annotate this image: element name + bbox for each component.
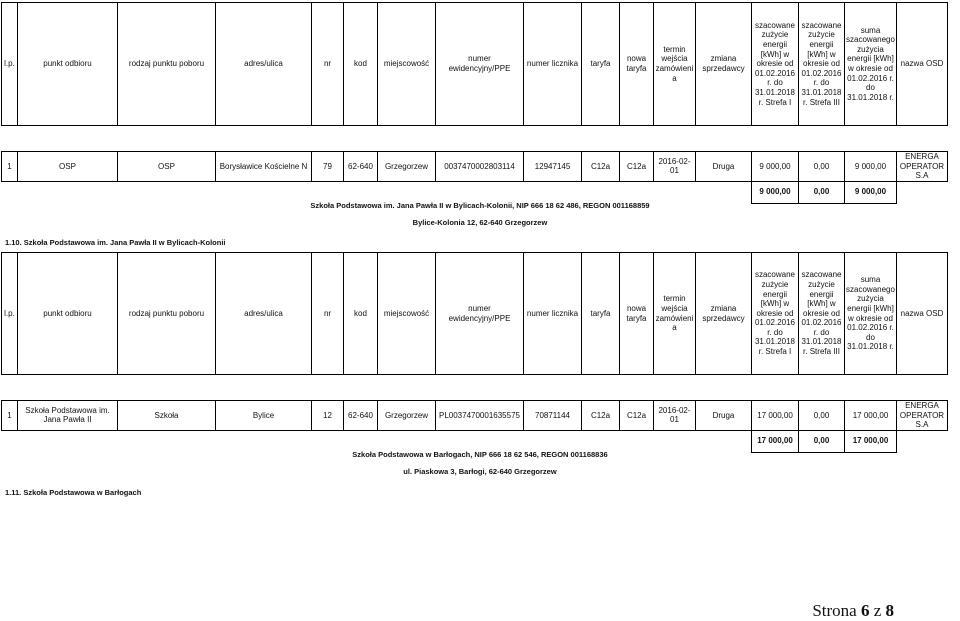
- page-prefix: Strona: [812, 601, 861, 620]
- table-row: [2, 401, 948, 431]
- table-cell: OSP: [18, 152, 118, 182]
- total-cell: 17 000,00: [845, 430, 897, 452]
- header-cell: numer ewidencyjny/PPE: [436, 253, 524, 375]
- table-1: [1, 2, 948, 204]
- page-total: 8: [885, 601, 894, 620]
- header-cell: numer licznika: [524, 253, 582, 375]
- table-cell: 17 000,00: [845, 401, 897, 431]
- total-cell: 9 000,00: [845, 181, 897, 203]
- table-cell: 2016-02-01: [654, 401, 696, 431]
- header-cell: miejscowość: [378, 253, 436, 375]
- page-number: [812, 601, 894, 621]
- table-cell: PL0037470001635575: [436, 401, 524, 431]
- school-address-line: Bylice-Kolonia 12, 62-640 Grzegorzew: [412, 218, 548, 227]
- header-cell: punkt odbioru: [18, 3, 118, 126]
- table-cell: 12: [312, 401, 344, 431]
- table-cell: 12947145: [524, 152, 582, 182]
- header-cell: rodzaj punktu poboru: [118, 3, 216, 126]
- header-cell: szacowane zużycie energii [kWh] w okresie od 01.02.2016 r. do 31.01.2018 r. Strefa III: [799, 3, 845, 126]
- section-heading: 1.11. Szkoła Podstawowa w Barłogach: [5, 488, 142, 497]
- table-cell: 1: [2, 152, 18, 182]
- table-cell: 0,00: [799, 401, 845, 431]
- header-cell: l.p.: [2, 3, 18, 126]
- table-cell: 62-640: [344, 401, 378, 431]
- header-cell: nr: [312, 3, 344, 126]
- table-row: [2, 152, 948, 182]
- school-name-line: Szkoła Podstawowa im. Jana Pawła II w Bylicach-Kolonii, NIP 666 18 62 486, REGON 001168859: [310, 201, 650, 210]
- header-cell: rodzaj punktu poboru: [118, 253, 216, 375]
- table-cell: Szkoła Podstawowa im. Jana Pawła II: [18, 401, 118, 431]
- table-cell: Druga: [696, 401, 752, 431]
- table-cell: Druga: [696, 152, 752, 182]
- table-header-row: [2, 253, 948, 375]
- totals-row: [2, 430, 948, 452]
- header-cell: numer licznika: [524, 3, 582, 126]
- table-cell: C12a: [582, 401, 620, 431]
- header-cell: termin wejścia zamówieni a: [654, 253, 696, 375]
- section-heading: 1.10. Szkoła Podstawowa im. Jana Pawła II w Bylicach-Kolonii: [5, 238, 226, 247]
- table-cell: 0037470002803114: [436, 152, 524, 182]
- table-cell: Grzegorzew: [378, 401, 436, 431]
- header-cell: kod: [344, 253, 378, 375]
- total-cell: 9 000,00: [752, 181, 799, 203]
- table-cell: ENERGA OPERATOR S.A: [897, 401, 948, 431]
- table-cell: 2016-02-01: [654, 152, 696, 182]
- header-cell: termin wejścia zamówieni a: [654, 3, 696, 126]
- header-cell: zmiana sprzedawcy: [696, 253, 752, 375]
- school-address-line: ul. Piaskowa 3, Barłogi, 62-640 Grzegorzew: [403, 467, 557, 476]
- table-cell: 79: [312, 152, 344, 182]
- header-cell: taryfa: [582, 3, 620, 126]
- page-middle: z: [869, 601, 886, 620]
- table-cell: C12a: [620, 401, 654, 431]
- table-cell: C12a: [620, 152, 654, 182]
- header-cell: szacowane zużycie energii [kWh] w okresie od 01.02.2016 r. do 31.01.2018 r. Strefa III: [799, 253, 845, 375]
- table-cell: OSP: [118, 152, 216, 182]
- table-cell: Szkoła: [118, 401, 216, 431]
- school-name-line: Szkoła Podstawowa w Barłogach, NIP 666 18 62 546, REGON 001168836: [352, 450, 608, 459]
- total-cell: 0,00: [799, 430, 845, 452]
- table-cell: C12a: [582, 152, 620, 182]
- header-cell: nowa taryfa: [620, 3, 654, 126]
- total-cell: 17 000,00: [752, 430, 799, 452]
- header-cell: adres/ulica: [216, 3, 312, 126]
- table-2: [1, 252, 948, 453]
- table-row: [2, 375, 948, 401]
- header-cell: zmiana sprzedawcy: [696, 3, 752, 126]
- header-cell: nowa taryfa: [620, 253, 654, 375]
- header-cell: szacowane zużycie energii [kWh] w okresie od 01.02.2016 r. do 31.01.2018 r. Strefa I: [752, 253, 799, 375]
- header-cell: numer ewidencyjny/PPE: [436, 3, 524, 126]
- table-cell: 62-640: [344, 152, 378, 182]
- header-cell: szacowane zużycie energii [kWh] w okresie od 01.02.2016 r. do 31.01.2018 r. Strefa I: [752, 3, 799, 126]
- table-header-row: [2, 3, 948, 126]
- totals-row: [2, 181, 948, 203]
- header-cell: suma szacowanego zużycia energii [kWh] w okresie od 01.02.2016 r. do 31.01.2018 r.: [845, 3, 897, 126]
- header-cell: kod: [344, 3, 378, 126]
- header-cell: punkt odbioru: [18, 253, 118, 375]
- table-row: [2, 126, 948, 152]
- table-cell: Bylice: [216, 401, 312, 431]
- header-cell: suma szacowanego zużycia energii [kWh] w okresie od 01.02.2016 r. do 31.01.2018 r.: [845, 253, 897, 375]
- table-cell: 1: [2, 401, 18, 431]
- table-cell: ENERGA OPERATOR S.A: [897, 152, 948, 182]
- header-cell: nazwa OSD: [897, 253, 948, 375]
- table-cell: 17 000,00: [752, 401, 799, 431]
- table-cell: 70871144: [524, 401, 582, 431]
- header-cell: l.p.: [2, 253, 18, 375]
- header-cell: miejscowość: [378, 3, 436, 126]
- table-cell: Borysławice Kościelne N: [216, 152, 312, 182]
- header-cell: nr: [312, 253, 344, 375]
- header-cell: nazwa OSD: [897, 3, 948, 126]
- table-cell: 0,00: [799, 152, 845, 182]
- page-current: 6: [860, 601, 870, 620]
- table-cell: 9 000,00: [752, 152, 799, 182]
- header-cell: adres/ulica: [216, 253, 312, 375]
- table-cell: Grzegorzew: [378, 152, 436, 182]
- total-cell: 0,00: [799, 181, 845, 203]
- header-cell: taryfa: [582, 253, 620, 375]
- table-cell: 9 000,00: [845, 152, 897, 182]
